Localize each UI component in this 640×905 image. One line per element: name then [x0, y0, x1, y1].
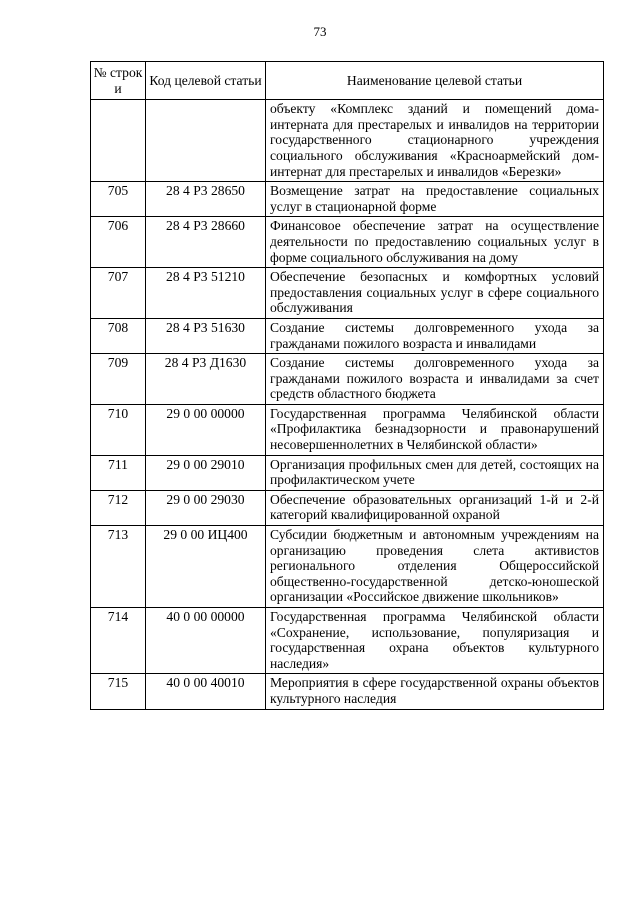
row-number-cell [91, 100, 146, 182]
article-name-cell: Мероприятия в сфере государственной охраны объектов культурного наследия [266, 674, 604, 709]
target-code-cell [146, 100, 266, 182]
row-number-cell: 715 [91, 674, 146, 709]
target-code-cell: 28 4 Р3 51630 [146, 318, 266, 353]
table-row [91, 100, 604, 182]
table-row [91, 354, 604, 405]
row-number-cell: 707 [91, 268, 146, 319]
row-number-cell: 711 [91, 455, 146, 490]
article-name-cell: Возмещение затрат на предоставление социальных услуг в стационарной форме [266, 182, 604, 217]
table-row [91, 268, 604, 319]
table-header-row [91, 62, 604, 100]
target-code-cell: 29 0 00 29010 [146, 455, 266, 490]
target-code-cell: 28 4 Р3 51210 [146, 268, 266, 319]
target-code-cell: 28 4 Р3 28660 [146, 217, 266, 268]
row-number-cell: 714 [91, 608, 146, 674]
row-number-cell: 710 [91, 404, 146, 455]
table-row [91, 526, 604, 608]
target-code-cell: 29 0 00 00000 [146, 404, 266, 455]
table-row [91, 182, 604, 217]
row-number-cell: 708 [91, 318, 146, 353]
row-number-cell: 705 [91, 182, 146, 217]
article-name-cell: Субсидии бюджетным и автономным учреждениям на организацию проведения слета активистов регионального отделения Общероссийской общественно-государственной детско-юношеской организации «Российское движение школьников» [266, 526, 604, 608]
target-code-cell: 40 0 00 00000 [146, 608, 266, 674]
article-name-cell: объекту «Комплекс зданий и помещений дома-интерната для престарелых и инвалидов на территории государственного стационарного учреждения социального обслуживания «Красноармейский дом-интернат для престарелых и инвалидов «Березки» [266, 100, 604, 182]
row-number-cell: 706 [91, 217, 146, 268]
target-code-cell: 40 0 00 40010 [146, 674, 266, 709]
article-name-cell: Государственная программа Челябинской области «Сохранение, использование, популяризация и государственная охрана объектов культурного наследия» [266, 608, 604, 674]
article-name-cell: Создание системы долговременного ухода за гражданами пожилого возраста и инвалидами за счет средств областного бюджета [266, 354, 604, 405]
target-code-cell: 29 0 00 29030 [146, 490, 266, 525]
target-code-cell: 28 4 Р3 Д1630 [146, 354, 266, 405]
table-row [91, 608, 604, 674]
table-row [91, 404, 604, 455]
target-code-cell: 29 0 00 ИЦ400 [146, 526, 266, 608]
page-number: 73 [313, 24, 327, 39]
article-name-cell: Создание системы долговременного ухода за гражданами пожилого возраста и инвалидами [266, 318, 604, 353]
target-code-cell: 28 4 Р3 28650 [146, 182, 266, 217]
row-number-cell: 709 [91, 354, 146, 405]
row-number-cell: 712 [91, 490, 146, 525]
header-article-name: Наименование целевой статьи [266, 62, 604, 100]
table-row [91, 674, 604, 709]
table-row [91, 455, 604, 490]
article-name-cell: Государственная программа Челябинской области «Профилактика безнадзорности и правонарушений несовершеннолетних в Челябинской области» [266, 404, 604, 455]
article-name-cell: Финансовое обеспечение затрат на осуществление деятельности по предоставлению социальных услуг в форме социального обслуживания на дому [266, 217, 604, 268]
article-name-cell: Обеспечение безопасных и комфортных условий предоставления социальных услуг в сфере социального обслуживания [266, 268, 604, 319]
table-row [91, 490, 604, 525]
article-name-cell: Обеспечение образовательных организаций 1-й и 2-й категорий квалифицированной охраной [266, 490, 604, 525]
table-row [91, 217, 604, 268]
header-target-code: Код целевой статьи [146, 62, 266, 100]
header-row-number: № строк и [91, 62, 146, 100]
article-name-cell: Организация профильных смен для детей, состоящих на профилактическом учете [266, 455, 604, 490]
table-row [91, 318, 604, 353]
row-number-cell: 713 [91, 526, 146, 608]
target-articles-table [90, 61, 604, 710]
